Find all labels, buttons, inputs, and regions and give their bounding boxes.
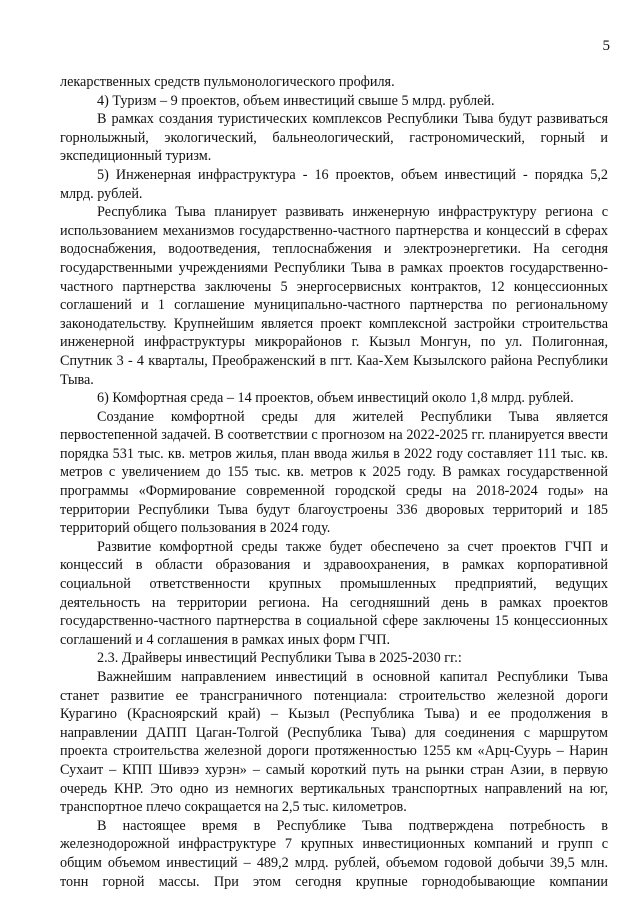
paragraph: 4) Туризм – 9 проектов, объем инвестиций свыше 5 млрд. рублей.: [97, 92, 495, 109]
paragraph: В рамках создания туристических комплексов Республики Тыва будут развиваться горнолыжный, экологический, бальнеологический, гастрономический, горный и экспедиционный туризм.: [60, 111, 608, 165]
paragraph: 6) Комфортная среда – 14 проектов, объем инвестиций около 1,8 млрд. рублей.: [97, 390, 574, 407]
paragraph: Важнейшим направлением инвестиций в основной капитал Республики Тыва станет развитие ее трансграничного потенциала: строительство железной дороги Курагино (Красноярский край) – Кызыл (Республика Тыва) и ее продолжения в направлении ДАПП Цаган-Толгой (Республика Тыва) для соединения с маршрутом проекта строительства железной дороги протяженностью 1255 км «Арц-Суурь – Нарин Сухаит – КПП Шивээ хурэн» – самый короткий путь на рынки стран Азии, в первую очередь КНР. Это одно из немногих вертикальных транспортных направлений на юг, транспортное плечо сокращается на 2,5 тыс. километров.: [60, 669, 608, 816]
paragraph: 5) Инженерная инфраструктура - 16 проектов, объем инвестиций - порядка 5,2 млрд. рублей.: [60, 166, 608, 202]
paragraph: Создание комфортной среды для жителей Республики Тыва является первостепенной задачей. В соответствии с прогнозом на 2022-2025 гг. планируется ввести порядка 531 тыс. кв. метров жилья, план ввода жилья в 2022 году составляет 111 тыс. кв. метров с увеличением до 155 тыс. кв. метров к 2025 году. В рамках государственной программы «Формирование современной городской среды на 2018-2024 годы» на территории Республики Тыва будут благоустроены 336 дворовых территорий и 185 территорий общего пользования в 2024 году.: [60, 408, 608, 537]
paragraph: Развитие комфортной среды также будет обеспечено за счет проектов ГЧП и концессий в области образования и здравоохранения, в рамках корпоративной социальной ответственности крупных промышленных предприятий, ведущих деятельность на территории региона. На сегодняшний день в рамках проектов государственно-частного партнерства в социальной сфере заключены 15 концессионных соглашений и 4 соглашения в рамках иных форм ГЧП.: [60, 538, 608, 648]
section-heading: 2.3. Драйверы инвестиций Республики Тыва в 2025-2030 гг.:: [97, 650, 462, 667]
paragraph: лекарственных средств пульмонологического профиля.: [60, 74, 395, 90]
document-body: [60, 73, 608, 891]
page-number: 5: [602, 38, 610, 54]
paragraph: Республика Тыва планирует развивать инженерную инфраструктуру региона с использованием механизмов государственно-частного партнерства и концессий в сферах водоснабжения, водоотведения, теплоснабжения и электроэнергетики. На сегодня государственными учреждениями Республики Тыва в рамках проектов государственно-частного партнерства заключены 5 энергосервисных контрактов, 12 концессионных соглашений и 1 соглашение муниципально-частного партнерства по региональному законодательству. Крупнейшим является проект комплексной застройки строительства инженерной инфраструктуры микрорайонов г. Кызыл Монгун, по ул. Полигонная, Спутник 3 - 4 кварталы, Преображенский в пгт. Каа-Хем Кызылского района Республики Тыва.: [60, 204, 608, 388]
paragraph: В настоящее время в Республике Тыва подтверждена потребность в железнодорожной инфраструктуре 7 крупных инвестиционных компаний и групп с общим объемом инвестиций – 489,2 млрд. рублей, объемом годовой добычи 39,5 млн. тонн горной массы. При этом сегодня крупные горнодобывающие компании: [60, 817, 608, 890]
